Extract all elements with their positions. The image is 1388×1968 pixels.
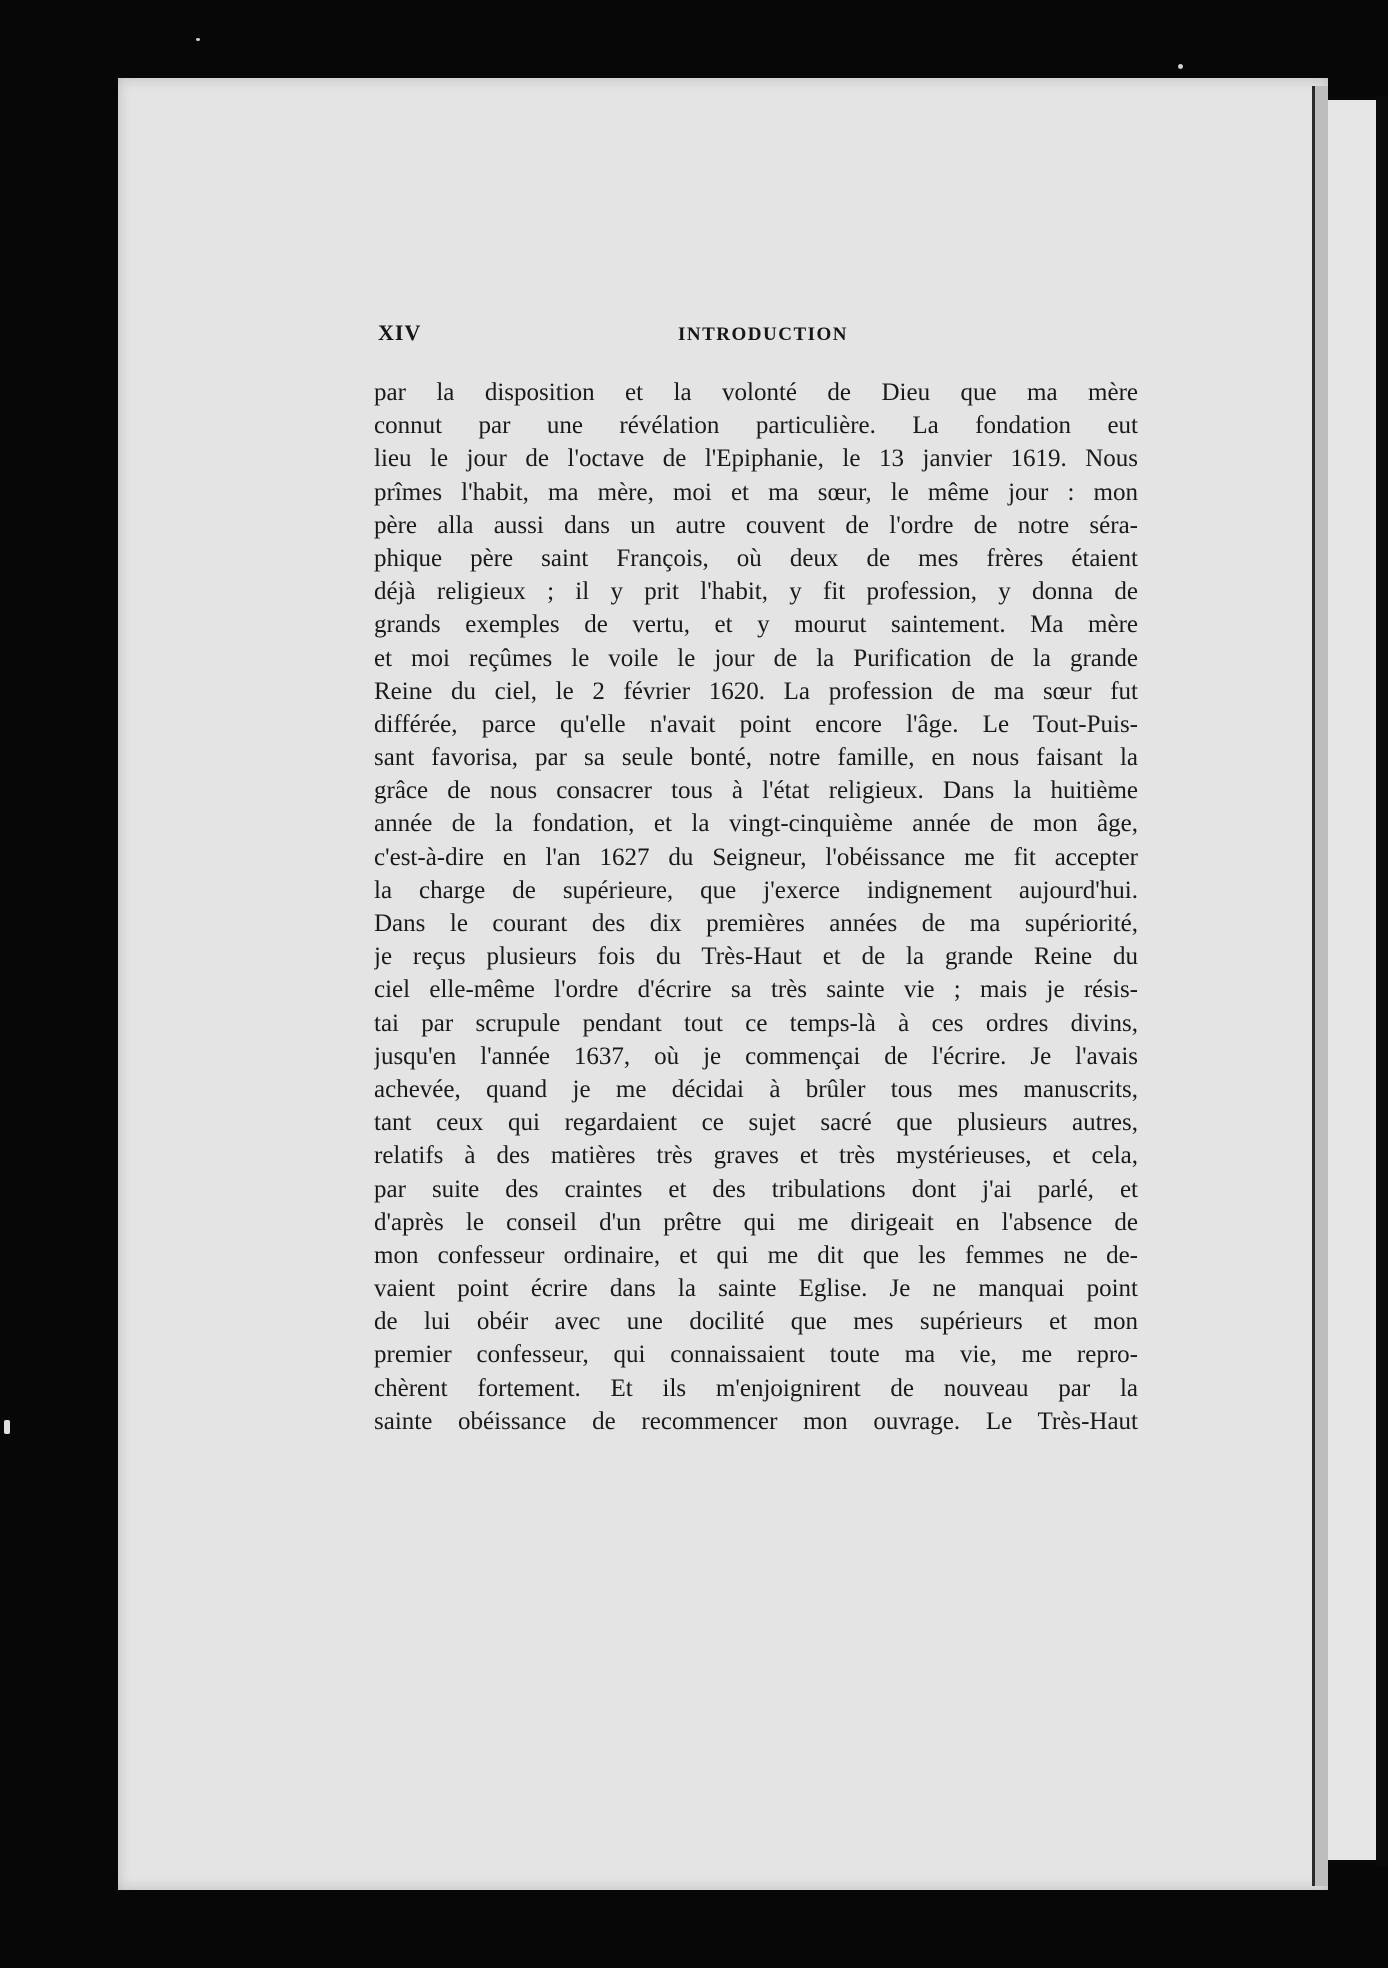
text-line: Dans le courant des dix premières années de ma supériorité,	[374, 910, 1138, 937]
text-line: déjà religieux ; il y prit l'habit, y fit profession, y donna de	[374, 578, 1138, 606]
text-line: vaient point écrire dans la sainte Eglise. Je ne manquai point	[374, 1275, 1138, 1303]
running-head: INTRODUCTION	[678, 324, 849, 345]
text-line: et moi reçûmes le voile le jour de la Purification de la grande	[374, 644, 1138, 672]
text-line: mon confesseur ordinaire, et qui me dit que les femmes ne de-	[374, 1241, 1138, 1269]
body-text	[374, 376, 1138, 1438]
text-line: phique père saint François, où deux de mes frères étaient	[374, 544, 1138, 572]
text-line: relatifs à des matières très graves et très mystérieuses, et cela,	[374, 1142, 1138, 1170]
text-line: grands exemples de vertu, et y mourut saintement. Ma mère	[374, 611, 1138, 639]
text-line: d'après le conseil d'un prêtre qui me dirigeait en l'absence de	[374, 1208, 1138, 1236]
facing-page-border	[1376, 96, 1388, 1866]
text-line: achevée, quand je me décidai à brûler tous mes manuscrits,	[374, 1075, 1138, 1103]
text-line: de lui obéir avec une docilité que mes supérieurs et mon	[374, 1308, 1138, 1336]
text-line: par suite des craintes et des tribulations dont j'ai parlé, et	[374, 1175, 1138, 1203]
page-edge-shadow	[1312, 86, 1315, 1886]
page-fore-edge	[1314, 86, 1328, 1886]
text-line: sant favorisa, par sa seule bonté, notre famille, en nous faisant la	[374, 744, 1138, 772]
text-line: par la disposition et la volonté de Dieu que ma mère	[374, 379, 1138, 406]
text-line: différée, parce qu'elle n'avait point encore l'âge. Le Tout-Puis-	[374, 710, 1138, 738]
text-line: connut par une révélation particulière. La fondation eut	[374, 412, 1138, 440]
paper-speck	[4, 1420, 10, 1434]
text-line: c'est-à-dire en l'an 1627 du Seigneur, l'obéissance me fit accepter	[374, 843, 1138, 871]
page-header	[378, 320, 1118, 354]
text-line: la charge de supérieure, que j'exerce indignement aujourd'hui.	[374, 876, 1138, 904]
text-line: sainte obéissance de recommencer mon ouvrage. Le Très-Haut	[374, 1407, 1138, 1435]
text-line: chèrent fortement. Et ils m'enjoignirent de nouveau par la	[374, 1374, 1138, 1402]
text-line: premier confesseur, qui connaissaient toute ma vie, me repro-	[374, 1341, 1138, 1369]
text-line: jusqu'en l'année 1637, où je commençai de l'écrire. Je l'avais	[374, 1042, 1138, 1070]
text-line: grâce de nous consacrer tous à l'état religieux. Dans la huitième	[374, 777, 1138, 805]
paper-speck	[196, 38, 200, 41]
text-line: père alla aussi dans un autre couvent de l'ordre de notre séra-	[374, 511, 1138, 539]
page-number: XIV	[378, 320, 422, 345]
facing-page-edge	[1328, 100, 1376, 1860]
text-line: je reçus plusieurs fois du Très-Haut et de la grande Reine du	[374, 943, 1138, 971]
text-line: année de la fondation, et la vingt-cinquième année de mon âge,	[374, 810, 1138, 838]
text-line: lieu le jour de l'octave de l'Epiphanie, le 13 janvier 1619. Nous	[374, 445, 1138, 473]
text-line: Reine du ciel, le 2 février 1620. La profession de ma sœur fut	[374, 677, 1138, 705]
text-line: tant ceux qui regardaient ce sujet sacré que plusieurs autres,	[374, 1109, 1138, 1137]
text-line: prîmes l'habit, ma mère, moi et ma sœur, le même jour : mon	[374, 478, 1138, 506]
text-line: tai par scrupule pendant tout ce temps-là à ces ordres divins,	[374, 1009, 1138, 1037]
paper-speck	[1178, 64, 1183, 69]
text-line: ciel elle-même l'ordre d'écrire sa très sainte vie ; mais je résis-	[374, 976, 1138, 1004]
